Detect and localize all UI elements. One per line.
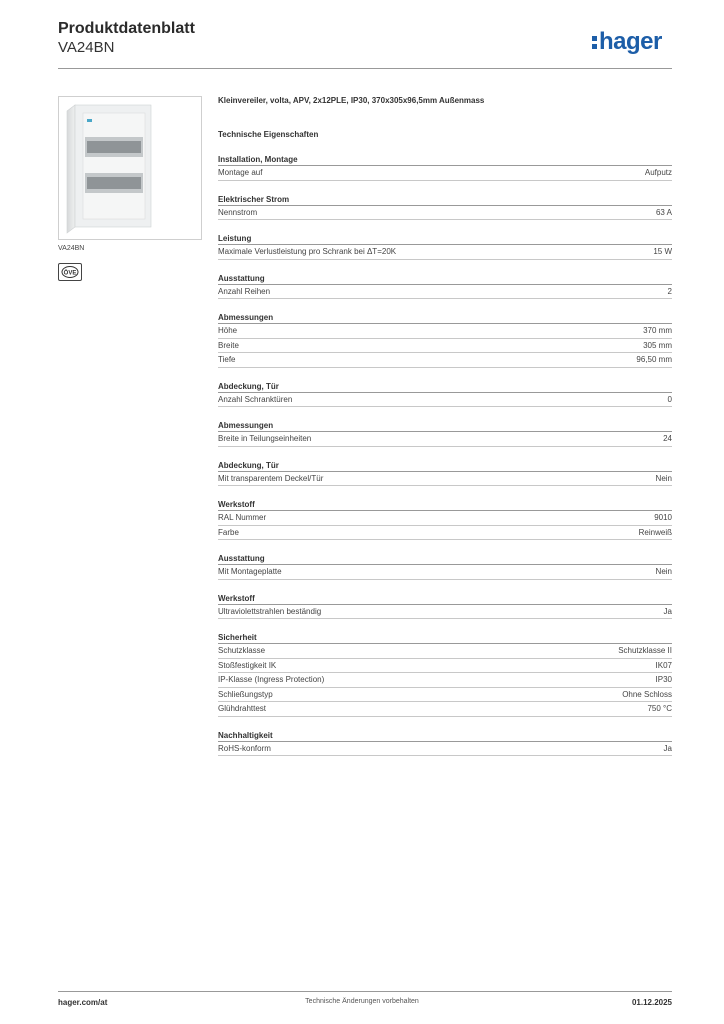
product-image [58, 96, 202, 240]
spec-label: Breite in Teilungseinheiten [218, 434, 312, 443]
hager-logo [592, 28, 662, 56]
spec-section [218, 194, 672, 221]
spec-value: 24 [663, 434, 672, 443]
spec-section [218, 632, 672, 717]
spec-row [218, 324, 672, 339]
spec-label: Schutzklasse [218, 646, 266, 655]
spec-value: 9010 [654, 513, 672, 522]
image-label: VA24BN [58, 245, 85, 252]
section-heading: Abmessungen [218, 420, 672, 432]
spec-row [218, 644, 672, 659]
spec-section [218, 593, 672, 620]
spec-value: Ohne Schloss [622, 689, 672, 699]
tech-properties-title: Technische Eigenschaften [218, 130, 319, 139]
section-heading: Elektrischer Strom [218, 194, 672, 206]
spec-row [218, 565, 672, 580]
section-heading: Abdeckung, Tür [218, 381, 672, 393]
footer-divider [58, 991, 672, 992]
spec-row [218, 526, 672, 541]
spec-value: IK07 [655, 660, 672, 670]
spec-label: Stoßfestigkeit IK [218, 660, 277, 670]
spec-label: Farbe [218, 527, 239, 537]
spec-label: Mit Montageplatte [218, 567, 282, 576]
spec-row [218, 206, 672, 221]
spec-row [218, 245, 672, 260]
spec-label: Anzahl Schranktüren [218, 394, 293, 404]
section-heading: Ausstattung [218, 273, 672, 285]
section-heading: Ausstattung [218, 553, 672, 565]
spec-label: Ultraviolettstrahlen beständig [218, 606, 322, 616]
spec-section [218, 460, 672, 487]
spec-section [218, 312, 672, 368]
spec-value: Nein [655, 473, 672, 483]
spec-row [218, 673, 672, 688]
spec-value: Ja [663, 606, 672, 616]
spec-label: Höhe [218, 326, 238, 335]
spec-label: Montage auf [218, 168, 263, 177]
logo-text: hager [599, 28, 662, 55]
spec-label: Breite [218, 340, 239, 350]
spec-label: IP-Klasse (Ingress Protection) [218, 675, 325, 684]
spec-section [218, 381, 672, 408]
page-title: Produktdatenblatt [58, 20, 195, 37]
footer-date: 01.12.2025 [631, 998, 672, 1007]
spec-row [218, 511, 672, 526]
product-code: VA24BN [58, 39, 115, 56]
spec-row [218, 472, 672, 487]
spec-label: Tiefe [218, 355, 236, 364]
spec-value: Nein [655, 567, 672, 576]
section-heading: Abdeckung, Tür [218, 460, 672, 472]
spec-value: Schutzklasse II [618, 646, 672, 655]
spec-value: 370 mm [643, 326, 672, 335]
spec-row [218, 339, 672, 354]
spec-label: RAL Nummer [218, 513, 267, 522]
spec-section [218, 730, 672, 757]
ove-certification-icon [58, 263, 82, 281]
spec-value: Aufputz [644, 168, 672, 177]
spec-row [218, 702, 672, 717]
section-heading: Installation, Montage [218, 154, 672, 166]
spec-content [218, 96, 672, 769]
section-heading: Nachhaltigkeit [218, 730, 672, 742]
spec-section [218, 420, 672, 447]
spec-section [218, 273, 672, 300]
spec-value: 96,50 mm [636, 355, 672, 364]
distribution-box-icon [59, 97, 201, 239]
section-heading: Sicherheit [218, 632, 672, 644]
section-heading: Werkstoff [218, 593, 672, 605]
section-heading: Leistung [218, 233, 672, 245]
spec-row [218, 432, 672, 447]
spec-row [218, 605, 672, 620]
spec-label: Schließungstyp [218, 689, 273, 699]
spec-label: Anzahl Reihen [218, 286, 271, 296]
product-description: Kleinvereiler, volta, APV, 2x12PLE, IP30, 370x305x96,5mm Außenmass [218, 96, 485, 105]
spec-row [218, 285, 672, 300]
spec-row [218, 353, 672, 368]
spec-section [218, 233, 672, 260]
spec-label: Maximale Verlustleistung pro Schrank bei ΔT=20K [218, 247, 397, 256]
spec-value: IP30 [655, 675, 672, 684]
spec-value: 15 W [653, 247, 672, 256]
header-divider [58, 68, 672, 69]
svg-text:ÖVE: ÖVE [63, 270, 77, 277]
spec-value: Reinweiß [638, 527, 672, 537]
logo-dots-icon [592, 31, 598, 51]
spec-label: Nennstrom [218, 207, 258, 217]
spec-section [218, 499, 672, 540]
spec-value: 63 A [655, 207, 672, 217]
spec-label: Mit transparentem Deckel/Tür [218, 473, 324, 483]
spec-value: 0 [667, 394, 672, 404]
spec-row [218, 742, 672, 757]
spec-value: 750 °C [647, 704, 672, 713]
spec-section [218, 553, 672, 580]
footer-notice: Technische Änderungen vorbehalten [305, 998, 419, 1005]
spec-value: Ja [663, 743, 672, 753]
spec-sections [218, 154, 672, 756]
spec-section [218, 154, 672, 181]
footer-website: hager.com/at [58, 998, 108, 1007]
spec-row [218, 166, 672, 181]
spec-value: 305 mm [643, 340, 672, 350]
spec-label: RoHS-konform [218, 743, 271, 753]
spec-label: Glühdrahttest [218, 704, 267, 713]
spec-row [218, 393, 672, 408]
section-heading: Abmessungen [218, 312, 672, 324]
spec-row [218, 659, 672, 674]
spec-value: 2 [667, 286, 672, 296]
section-heading: Werkstoff [218, 499, 672, 511]
spec-row [218, 688, 672, 703]
